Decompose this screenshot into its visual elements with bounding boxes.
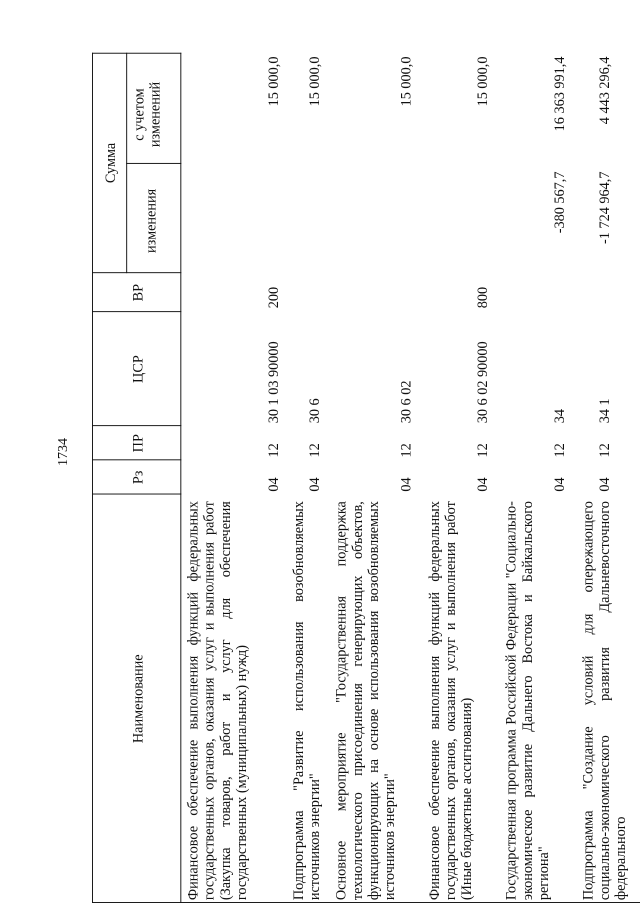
rule-col-sum [92,272,181,273]
rule-col-with-changes [126,163,181,164]
header-sum: Сумма [102,142,119,184]
row-3-rz: 04 [397,477,414,492]
row-2-csr: 30 6 [306,398,323,424]
row-5-changes: -380 567,7 [551,171,568,234]
rule-col-vr [92,311,181,312]
row-6-pr: 12 [596,443,613,458]
row-2-rz: 04 [306,477,323,492]
row-4-name: Финансовое обеспечение выполнения функций федеральных государственных органов, оказания услуг и выполнения работ (Иные бюджетные ассигнования) [426,501,475,901]
rule-right [92,53,181,54]
row-3-name: Основное мероприятие "Государственная поддержка технологического присоединения генерирующих объектов, функционирующих на основе использования возобновляемых источников энергии" [333,501,398,901]
row-2-with-changes: 15 000,0 [306,56,323,107]
rule-left [92,902,640,903]
row-4-pr: 12 [474,443,491,458]
row-6-rz: 04 [596,477,613,492]
row-1-csr: 30 1 03 90000 [265,341,282,424]
header-with-changes: с учетом изменений [130,81,163,148]
rule-header-bottom [180,53,181,903]
row-1-pr: 12 [265,443,282,458]
row-3-with-changes: 15 000,0 [397,56,414,107]
rule-col-csr [92,425,181,426]
page-number: 1734 [56,438,71,466]
row-5-rz: 04 [551,477,568,492]
row-4-vr: 800 [474,286,491,309]
rotated-page-content [92,53,640,903]
header-rz: Рз [130,470,146,485]
row-4-csr: 30 6 02 90000 [474,341,491,424]
row-1-vr: 200 [265,286,282,309]
row-6-changes: -1 724 964,7 [596,171,613,244]
row-1-with-changes: 15 000,0 [265,56,282,107]
row-4-rz: 04 [474,477,491,492]
row-6-csr: 34 1 [596,398,613,424]
header-pr: ПР [130,434,146,453]
row-1-name: Финансовое обеспечение выполнения функций федеральных государственных органов, оказания услуг и выполнения работ (Закупка товаров, работ и услуг для обеспечения государственных (муниципальных) нужд) [185,501,250,901]
header-vr: ВР [130,283,146,302]
row-6-with-changes: 4 443 296,4 [596,56,613,125]
header-name: Наименование [130,654,146,744]
budget-table [92,53,640,903]
rule-col-rz [92,494,181,495]
row-5-csr: 34 [551,409,568,424]
row-2-name: Подпрограмма "Развитие использования возобновляемых источников энергии" [290,501,323,901]
row-3-pr: 12 [397,443,414,458]
rule-col-pr [92,459,181,460]
row-2-pr: 12 [306,443,323,458]
row-5-name: Государственная программа Российской Федерации "Социально-экономическое развитие Дальнего Востока и Байкальского региона" [503,501,552,901]
row-3-csr: 30 6 02 [397,380,414,424]
header-csr: ЦСР [130,355,146,383]
row-5-pr: 12 [551,443,568,458]
row-4-with-changes: 15 000,0 [474,56,491,107]
rule-top [92,53,93,903]
row-1-rz: 04 [265,477,282,492]
row-6-name: Подпрограмма "Создание условий для опережающего социально-экономического развития Дальневосточного федерального [580,501,629,901]
header-changes: изменения [143,188,159,253]
row-5-with-changes: 16 363 991,4 [551,56,568,132]
